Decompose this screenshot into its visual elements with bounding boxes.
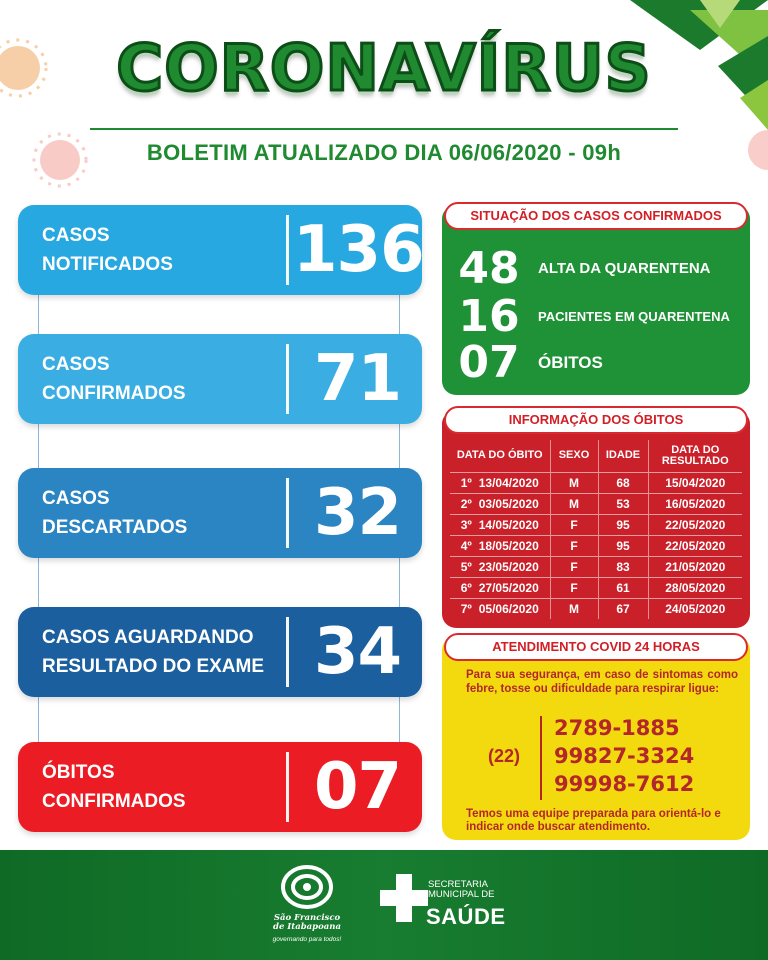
health-cross-icon bbox=[378, 872, 430, 924]
secretariat-line1: SECRETARIA bbox=[428, 879, 489, 890]
situation-panel bbox=[442, 205, 750, 395]
card-separator bbox=[286, 215, 289, 285]
card-label-line2: CONFIRMADOS bbox=[42, 383, 186, 404]
title-divider bbox=[90, 128, 678, 130]
card-label-line1: CASOS bbox=[42, 354, 110, 375]
death-result-date: 21/05/2020 bbox=[648, 556, 742, 577]
situation-label: ALTA DA QUARENTENA bbox=[538, 260, 711, 277]
deaths-table bbox=[450, 440, 742, 619]
death-order: 2º bbox=[460, 496, 472, 511]
city-name-line2: de Itabapoana bbox=[273, 922, 341, 932]
death-date: 05/06/2020 bbox=[478, 601, 539, 616]
death-order: 3º bbox=[460, 517, 472, 532]
hotline-divider bbox=[540, 716, 542, 800]
death-date: 13/04/2020 bbox=[478, 475, 539, 490]
situation-value: 07 bbox=[458, 337, 520, 388]
table-row bbox=[450, 472, 742, 493]
card-label-line2: NOTIFICADOS bbox=[42, 254, 173, 275]
death-age: 83 bbox=[598, 556, 648, 577]
table-row bbox=[450, 577, 742, 598]
secretariat-label bbox=[428, 880, 495, 900]
death-age: 67 bbox=[598, 598, 648, 619]
situation-row-discharged bbox=[454, 243, 711, 294]
death-result-date: 24/05/2020 bbox=[648, 598, 742, 619]
card-pending-cases bbox=[18, 607, 422, 697]
card-confirmed-deaths bbox=[18, 742, 422, 832]
card-label bbox=[42, 334, 292, 424]
city-name bbox=[262, 914, 352, 932]
death-date: 23/05/2020 bbox=[478, 559, 539, 574]
death-age: 53 bbox=[598, 493, 648, 514]
death-date: 03/05/2020 bbox=[478, 496, 539, 511]
card-label-line1: ÓBITOS bbox=[42, 762, 115, 783]
table-row bbox=[450, 535, 742, 556]
phone-number[interactable]: 2789-1885 bbox=[554, 716, 680, 740]
column-header: IDADE bbox=[598, 440, 648, 472]
death-age: 95 bbox=[598, 514, 648, 535]
card-confirmed-cases bbox=[18, 334, 422, 424]
phone-number[interactable]: 99998-7612 bbox=[554, 772, 695, 796]
deaths-table-header bbox=[450, 440, 742, 472]
hotline-panel-title: ATENDIMENTO COVID 24 HORAS bbox=[444, 633, 748, 661]
situation-row-quarantine bbox=[454, 291, 730, 342]
situation-panel-title: SITUAÇÃO DOS CASOS CONFIRMADOS bbox=[444, 202, 748, 230]
card-value: 136 bbox=[293, 213, 424, 287]
card-label-line2: CONFIRMADOS bbox=[42, 791, 186, 812]
card-label bbox=[42, 205, 292, 295]
table-row bbox=[450, 556, 742, 577]
card-value: 34 bbox=[313, 615, 402, 689]
card-label-line1: CASOS bbox=[42, 488, 110, 509]
death-result-date: 15/04/2020 bbox=[648, 472, 742, 493]
death-order: 4º bbox=[460, 538, 472, 553]
card-label bbox=[42, 607, 292, 697]
secretariat-line2: MUNICIPAL DE bbox=[428, 889, 495, 900]
card-notified-cases bbox=[18, 205, 422, 295]
death-sex: M bbox=[550, 472, 598, 493]
death-order: 7º bbox=[460, 601, 472, 616]
deaths-panel-title: INFORMAÇÃO DOS ÓBITOS bbox=[444, 406, 748, 434]
death-date: 18/05/2020 bbox=[478, 538, 539, 553]
card-separator bbox=[286, 478, 289, 548]
card-label-line2: DESCARTADOS bbox=[42, 517, 188, 538]
health-secretariat-logo bbox=[378, 870, 508, 940]
city-name-line1: São Francisco bbox=[273, 913, 341, 923]
death-sex: F bbox=[550, 577, 598, 598]
card-discarded-cases bbox=[18, 468, 422, 558]
city-logo bbox=[262, 862, 352, 954]
table-row bbox=[450, 493, 742, 514]
situation-value: 48 bbox=[458, 243, 520, 294]
deaths-panel bbox=[442, 410, 750, 628]
death-sex: F bbox=[550, 535, 598, 556]
hotline-phones bbox=[554, 714, 694, 798]
city-tagline: governando para todos! bbox=[272, 936, 342, 943]
card-value: 32 bbox=[313, 476, 402, 550]
bulletin-date: BOLETIM ATUALIZADO DIA 06/06/2020 - 09h bbox=[146, 140, 622, 165]
death-result-date: 22/05/2020 bbox=[648, 514, 742, 535]
card-label-line2: RESULTADO DO EXAME bbox=[42, 656, 265, 677]
death-sex: F bbox=[550, 514, 598, 535]
death-date: 27/05/2020 bbox=[478, 580, 539, 595]
hotline-area-code: (22) bbox=[488, 746, 521, 766]
hotline-intro: Para sua segurança, em caso de sintomas como febre, tosse ou dificuldade para respirar ligue: bbox=[466, 669, 738, 695]
phone-number[interactable]: 99827-3324 bbox=[554, 744, 695, 768]
death-date: 14/05/2020 bbox=[478, 517, 539, 532]
page-title: CORONAVÍRUS bbox=[116, 32, 652, 106]
death-age: 61 bbox=[598, 577, 648, 598]
situation-value: 16 bbox=[458, 291, 520, 342]
card-separator bbox=[286, 617, 289, 687]
situation-label: ÓBITOS bbox=[538, 352, 603, 372]
death-order: 1º bbox=[460, 475, 472, 490]
death-sex: M bbox=[550, 598, 598, 619]
death-result-date: 28/05/2020 bbox=[648, 577, 742, 598]
situation-label: PACIENTES EM QUARENTENA bbox=[538, 309, 730, 324]
card-label-line1: CASOS bbox=[42, 225, 110, 246]
death-order: 6º bbox=[460, 580, 472, 595]
card-label-line1: CASOS AGUARDANDO bbox=[42, 627, 254, 648]
card-value: 07 bbox=[313, 750, 402, 824]
death-order: 5º bbox=[460, 559, 472, 574]
table-row bbox=[450, 598, 742, 619]
hotline-outro: Temos uma equipe preparada para orientá-lo e indicar onde buscar atendimento. bbox=[466, 808, 721, 833]
card-value: 71 bbox=[313, 342, 402, 416]
death-result-date: 16/05/2020 bbox=[648, 493, 742, 514]
card-separator bbox=[286, 344, 289, 414]
card-separator bbox=[286, 752, 289, 822]
death-sex: M bbox=[550, 493, 598, 514]
death-sex: F bbox=[550, 556, 598, 577]
card-label bbox=[42, 468, 292, 558]
death-age: 95 bbox=[598, 535, 648, 556]
death-result-date: 22/05/2020 bbox=[648, 535, 742, 556]
card-label bbox=[42, 742, 292, 832]
column-header: DATA DO ÓBITO bbox=[456, 449, 543, 462]
swirl-logo-icon bbox=[280, 862, 334, 912]
situation-row-deaths bbox=[454, 337, 603, 388]
secretariat-name: SAÚDE bbox=[426, 904, 506, 929]
column-header: SEXO bbox=[550, 440, 598, 472]
table-row bbox=[450, 514, 742, 535]
column-header: DATA DO RESULTADO bbox=[648, 440, 742, 472]
death-age: 68 bbox=[598, 472, 648, 493]
hotline-panel bbox=[442, 636, 750, 840]
